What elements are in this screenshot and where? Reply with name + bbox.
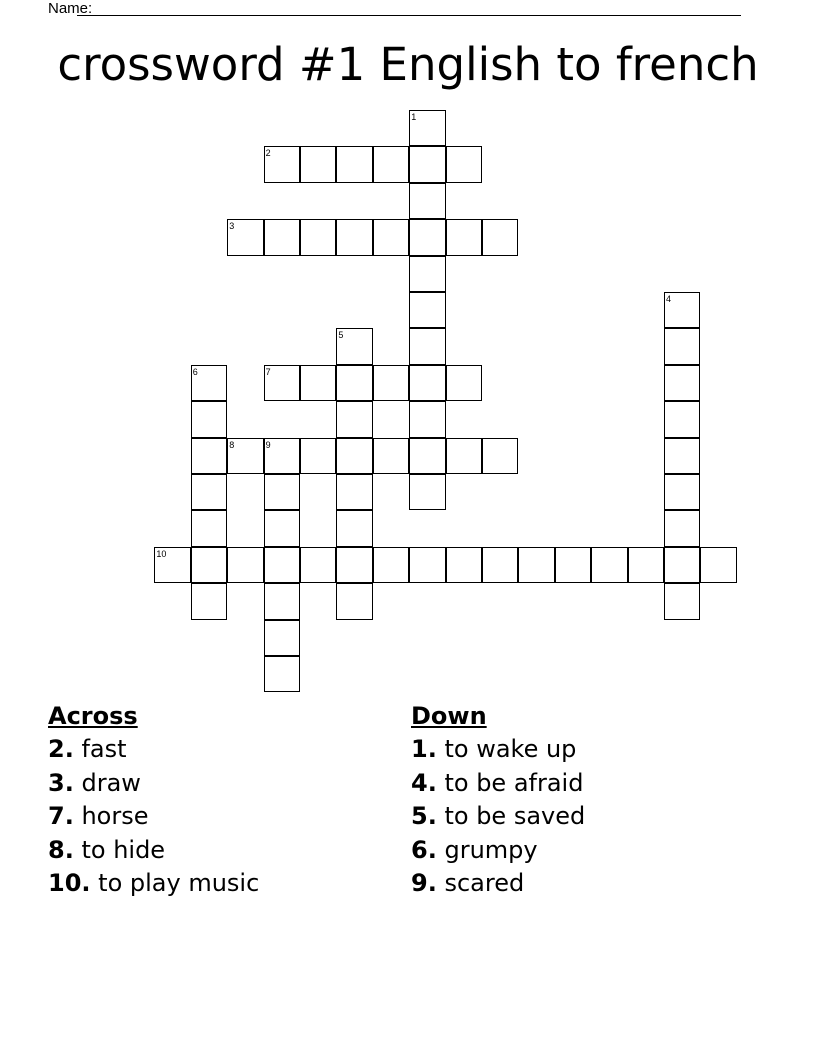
clue-number: 8.: [48, 835, 74, 864]
grid-cell[interactable]: [264, 219, 300, 255]
grid-cell[interactable]: [191, 474, 227, 510]
grid-cell[interactable]: [227, 547, 263, 583]
grid-cell[interactable]: [300, 219, 336, 255]
clue-item: [48, 767, 259, 800]
grid-cell[interactable]: [591, 547, 627, 583]
grid-cell[interactable]: [446, 438, 482, 474]
grid-cell[interactable]: [409, 219, 445, 255]
name-label: Name:: [48, 0, 93, 17]
grid-cell[interactable]: [409, 438, 445, 474]
grid-cell[interactable]: [264, 510, 300, 546]
grid-cell[interactable]: [409, 256, 445, 292]
clue-item: [411, 767, 585, 800]
clue-number: 10.: [48, 869, 91, 898]
grid-cell[interactable]: [264, 583, 300, 619]
clue-number: 5.: [411, 802, 437, 831]
grid-cell[interactable]: [373, 219, 409, 255]
clue-text: to be afraid: [444, 768, 584, 797]
clue-item: [411, 733, 585, 766]
grid-cell[interactable]: [700, 547, 736, 583]
clue-text: grumpy: [444, 835, 538, 864]
cell-number: 5: [338, 330, 344, 341]
grid-cell[interactable]: [628, 547, 664, 583]
cell-number: 8: [229, 439, 235, 450]
grid-cell[interactable]: [191, 401, 227, 437]
grid-cell[interactable]: [664, 510, 700, 546]
clue-item: [411, 867, 585, 900]
clue-text: scared: [444, 869, 525, 898]
grid-cell[interactable]: [409, 183, 445, 219]
grid-cell[interactable]: [300, 547, 336, 583]
across-heading: Across: [48, 702, 138, 730]
cell-number: 4: [666, 294, 672, 304]
clue-item: [411, 800, 585, 833]
grid-cell[interactable]: [191, 510, 227, 546]
cell-number: 2: [265, 148, 271, 159]
clue-item: [411, 834, 585, 867]
grid-cell[interactable]: [373, 547, 409, 583]
grid-cell[interactable]: [336, 146, 372, 182]
grid-cell[interactable]: [664, 474, 700, 510]
grid-cell[interactable]: [373, 146, 409, 182]
page-title: crossword #1 English to french: [57, 38, 759, 91]
grid-cell[interactable]: [336, 401, 372, 437]
grid-cell[interactable]: [664, 438, 700, 474]
across-clues: [48, 700, 259, 900]
grid-cell[interactable]: [446, 365, 482, 401]
grid-cell[interactable]: [409, 547, 445, 583]
grid-cell[interactable]: [336, 365, 372, 401]
grid-cell[interactable]: [664, 547, 700, 583]
grid-cell[interactable]: [409, 328, 445, 364]
clue-number: 9.: [411, 869, 437, 898]
grid-cell[interactable]: [300, 365, 336, 401]
grid-cell[interactable]: [336, 474, 372, 510]
grid-cell[interactable]: [300, 146, 336, 182]
grid-cell[interactable]: [191, 438, 227, 474]
clue-number: 7.: [48, 802, 74, 831]
clue-text: draw: [81, 768, 141, 797]
clue-number: 6.: [411, 835, 437, 864]
grid-cell[interactable]: [373, 365, 409, 401]
clue-item: [48, 733, 259, 766]
grid-cell[interactable]: [336, 438, 372, 474]
clue-number: 3.: [48, 768, 74, 797]
grid-cell[interactable]: [409, 401, 445, 437]
grid-cell[interactable]: [264, 656, 300, 692]
clue-item: [48, 834, 259, 867]
cell-number: 6: [192, 366, 198, 377]
grid-cell[interactable]: [482, 547, 518, 583]
grid-cell[interactable]: [446, 219, 482, 255]
grid-cell[interactable]: [664, 583, 700, 619]
clue-number: 4.: [411, 768, 437, 797]
cell-number: 9: [265, 439, 271, 450]
clue-text: fast: [81, 735, 127, 764]
grid-cell[interactable]: [664, 401, 700, 437]
grid-cell[interactable]: [664, 328, 700, 364]
cell-number: 3: [229, 221, 235, 232]
grid-cell[interactable]: [409, 292, 445, 328]
grid-cell[interactable]: [264, 474, 300, 510]
clue-text: to wake up: [444, 735, 577, 764]
cell-number: 10: [156, 548, 167, 559]
cell-number: 7: [265, 366, 271, 377]
clue-text: to play music: [98, 869, 260, 898]
clue-number: 1.: [411, 735, 437, 764]
grid-cell[interactable]: [482, 219, 518, 255]
clue-number: 2.: [48, 735, 74, 764]
clue-text: horse: [81, 802, 149, 831]
grid-cell[interactable]: [336, 547, 372, 583]
grid-cell[interactable]: [264, 547, 300, 583]
grid-cell[interactable]: [336, 219, 372, 255]
grid-cell[interactable]: [336, 510, 372, 546]
grid-cell[interactable]: [409, 474, 445, 510]
grid-cell[interactable]: [409, 146, 445, 182]
grid-cell[interactable]: [373, 438, 409, 474]
grid-cell[interactable]: [664, 365, 700, 401]
grid-cell[interactable]: [336, 583, 372, 619]
clue-item: [48, 867, 259, 900]
grid-cell[interactable]: [518, 547, 554, 583]
grid-cell[interactable]: [446, 146, 482, 182]
grid-cell[interactable]: [446, 547, 482, 583]
grid-cell[interactable]: [482, 438, 518, 474]
grid-cell[interactable]: [300, 438, 336, 474]
grid-cell[interactable]: [409, 365, 445, 401]
clue-text: to be saved: [444, 802, 586, 831]
clue-item: [48, 800, 259, 833]
cell-number: 1: [411, 112, 417, 122]
clue-text: to hide: [81, 835, 166, 864]
grid-cell[interactable]: [555, 547, 591, 583]
grid-cell[interactable]: [264, 620, 300, 656]
grid-cell[interactable]: [191, 583, 227, 619]
down-heading: Down: [411, 702, 487, 730]
down-clues: [411, 700, 585, 900]
grid-cell[interactable]: [191, 547, 227, 583]
